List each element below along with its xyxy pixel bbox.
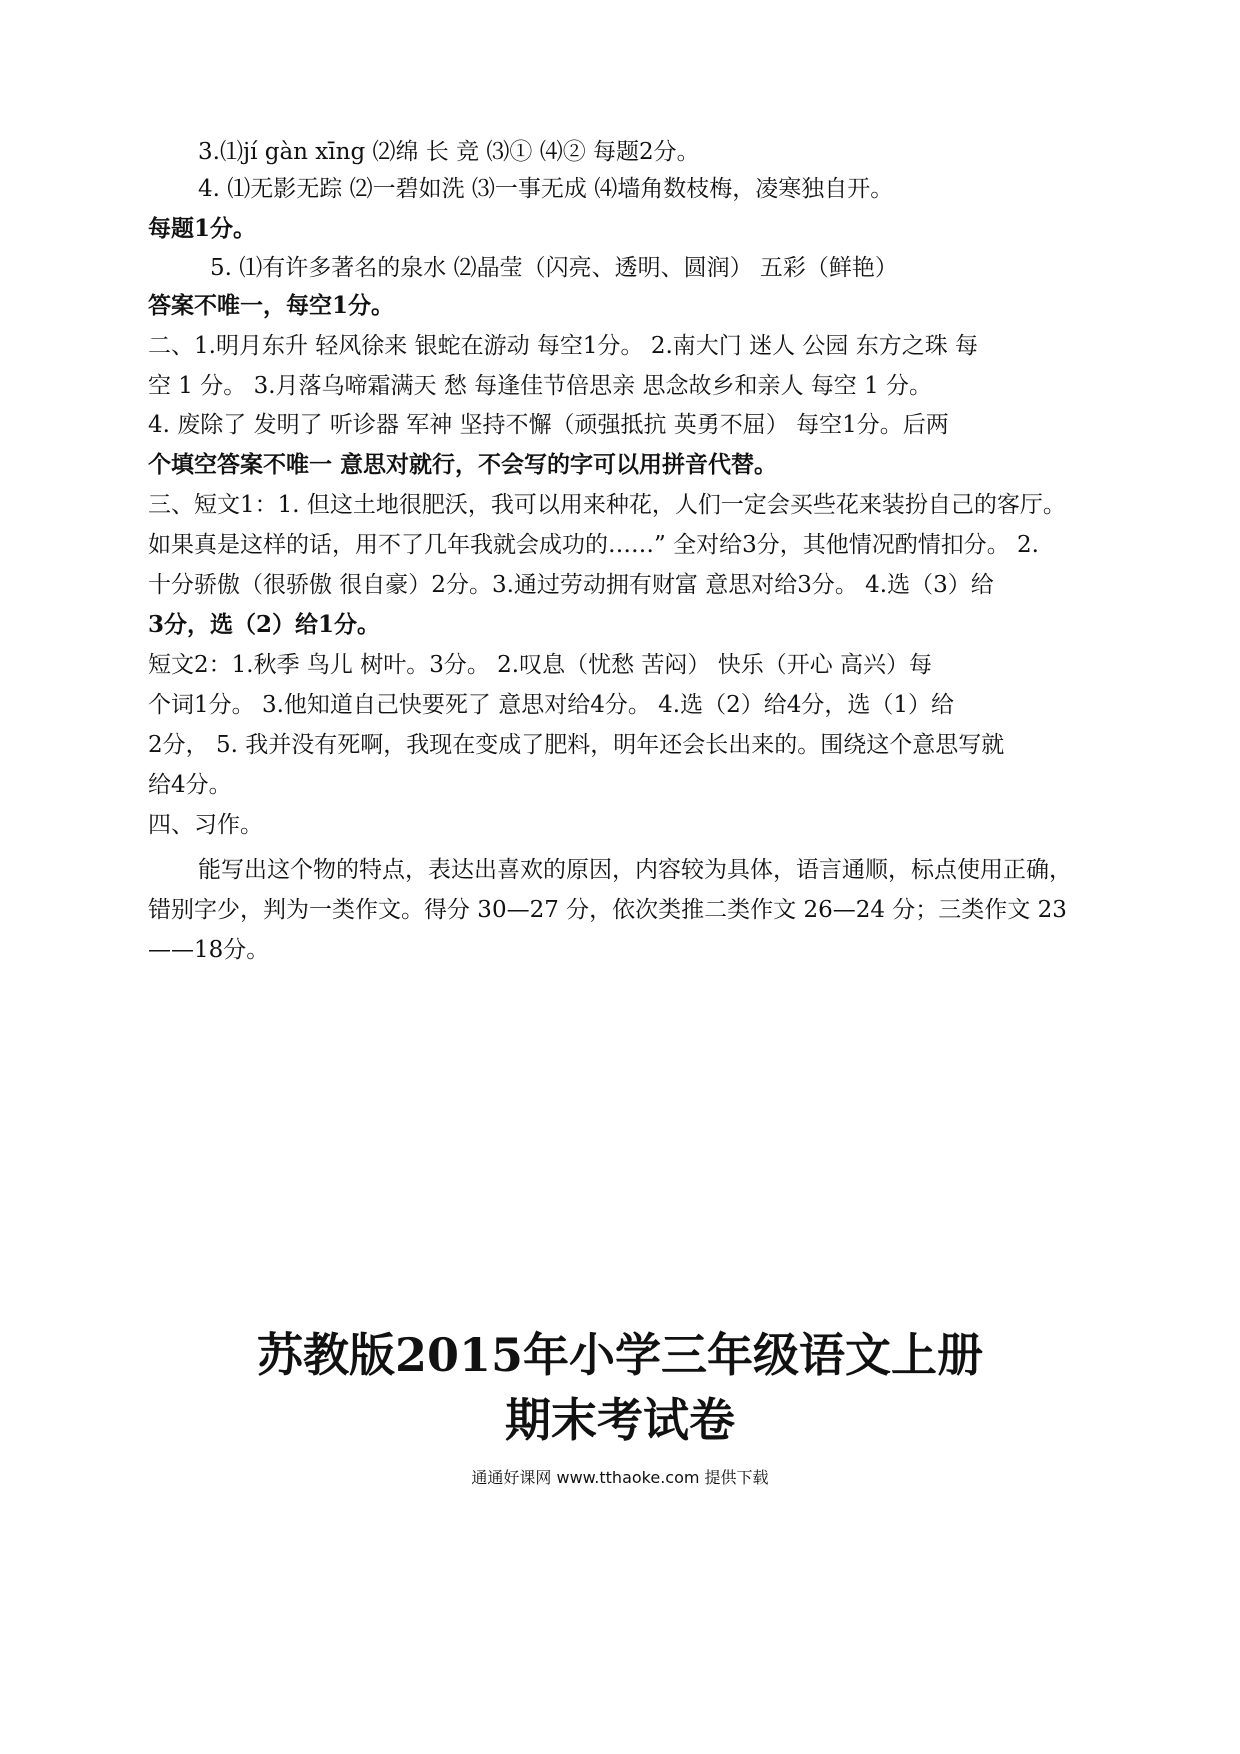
- section4-line1: 能写出这个物的特点，表达出喜欢的原因，内容较为具体，语言通顺，标点使用正确，: [198, 857, 1072, 883]
- section2-line3: 4. 废除了 发明了 听诊器 军神 坚持不懈（顽强抵抗 英勇不屈） 每空1分。后两: [148, 412, 949, 438]
- exam-title-line1: 苏教版2015年小学三年级语文上册: [256, 1328, 984, 1382]
- answer-q5: 5. ⑴有许多著名的泉水 ⑵晶莹（闪亮、透明、圆润） 五彩（鲜艳）: [210, 255, 898, 281]
- section4-line2: 错别字少，判为一类作文。得分 30—27 分，依次类推二类作文 26—24 分；三类作文 23: [148, 897, 1067, 923]
- answer-q4-score: 每题1分。: [148, 215, 257, 242]
- section3-line8: 给4分。: [148, 772, 232, 798]
- footer-credit: 通通好课网 www.tthaoke.com 提供下载: [471, 1468, 769, 1487]
- section3-line3: 十分骄傲（很骄傲 很自豪）2分。3.通过劳动拥有财富 意思对给3分。 4.选（3）给: [148, 572, 994, 598]
- section3-line4: 3分，选（2）给1分。: [148, 611, 381, 638]
- section3-line5: 短文2：1.秋季 鸟儿 树叶。3分。 2.叹息（忧愁 苦闷） 快乐（开心 高兴）每: [148, 652, 933, 678]
- section3-line7: 2分， 5. 我并没有死啊，我现在变成了肥料，明年还会长出来的。围绕这个意思写就: [148, 732, 1005, 758]
- section4-line3: ——18分。: [148, 937, 270, 963]
- section2-line4: 个填空答案不唯一 意思对就行，不会写的字可以用拼音代替。: [148, 451, 778, 478]
- section2-line1: 二、1.明月东升 轻风徐来 银蛇在游动 每空1分。 2.南大门 迷人 公园 东方之珠 每: [148, 333, 979, 359]
- exam-title-line2: 期末考试卷: [505, 1393, 735, 1447]
- section3-line6: 个词1分。 3.他知道自己快要死了 意思对给4分。 4.选（2）给4分，选（1）给: [148, 692, 954, 718]
- answer-q4: 4. ⑴无影无踪 ⑵一碧如洗 ⑶一事无成 ⑷墙角数枝梅，凌寒独自开。: [198, 176, 894, 202]
- section2-line2: 空 1 分。 3.月落乌啼霜满天 愁 每逢佳节倍思亲 思念故乡和亲人 每空 1 分。: [148, 373, 933, 399]
- section3-line2: 如果真是这样的话，用不了几年我就会成功的……” 全对给3分，其他情况酌情扣分。 2.: [148, 532, 1039, 558]
- section4-heading: 四、习作。: [148, 812, 263, 838]
- section3-line1: 三、短文1：1. 但这土地很肥沃，我可以用来种花，人们一定会买些花来装扮自己的客厅。: [148, 492, 1066, 518]
- answer-q3: 3.⑴jí gàn xīng ⑵绵 长 竞 ⑶① ⑷② 每题2分。: [198, 139, 700, 165]
- answer-q5-score: 答案不唯一，每空1分。: [148, 292, 395, 319]
